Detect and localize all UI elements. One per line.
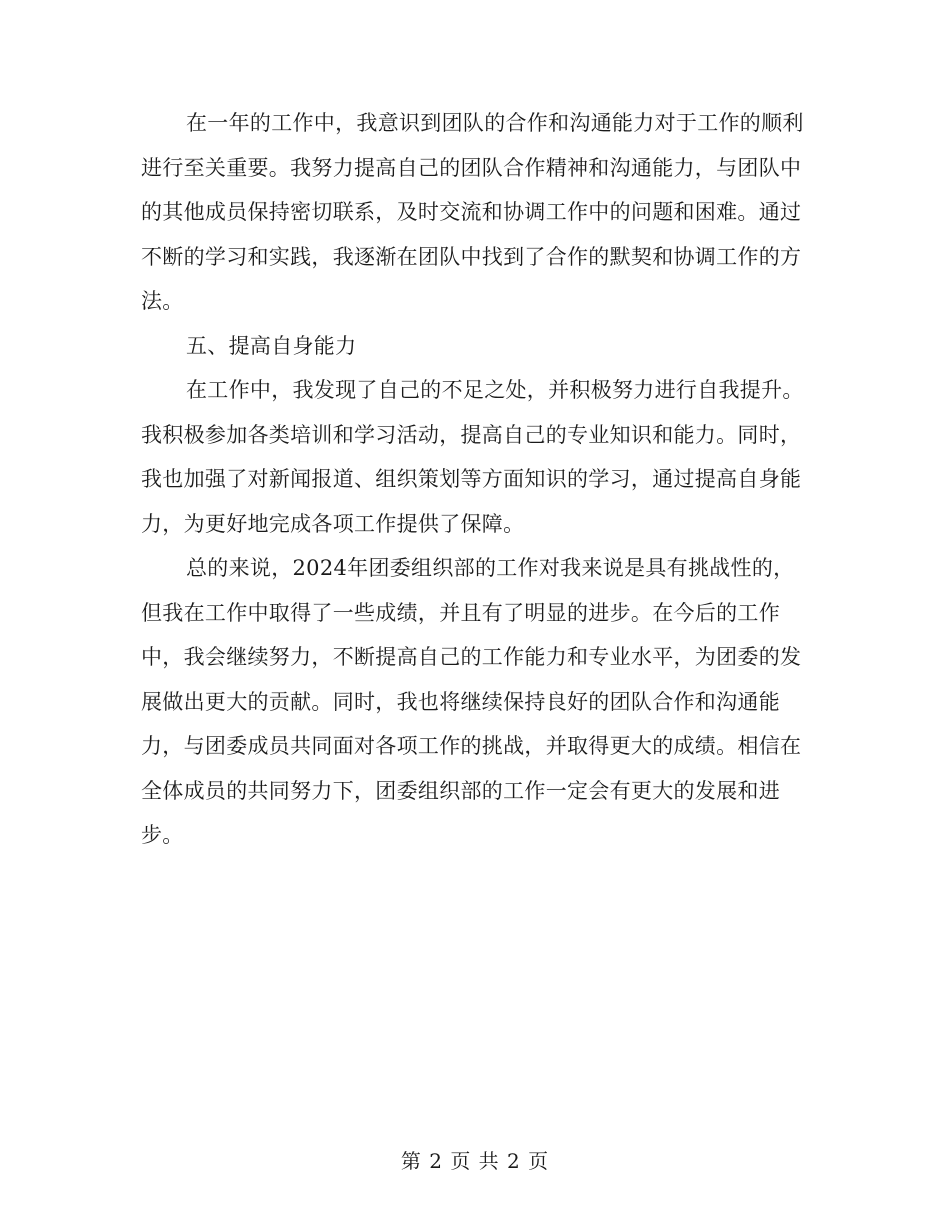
page-number-footer: 第 2 页 共 2 页: [400, 1149, 550, 1173]
paragraph-self-improvement: 在工作中，我发现了自己的不足之处，并积极努力进行自我提升。我积极参加各类培训和学习活动，提高自己的专业知识和能力。同时，我也加强了对新闻报道、组织策划等方面知识的学习，通过提高自身能力，为更好地完成各项工作提供了保障。: [141, 378, 804, 536]
document-body: [141, 101, 805, 858]
section-heading-self-improvement: 五、提高自身能力: [186, 333, 357, 358]
paragraph-teamwork: 在一年的工作中，我意识到团队的合作和沟通能力对于工作的顺利进行至关重要。我努力提高自己的团队合作精神和沟通能力，与团队中的其他成员保持密切联系，及时交流和协调工作中的问题和困难。通过不断的学习和实践，我逐渐在团队中找到了合作的默契和协调工作的方法。: [141, 111, 804, 313]
paragraph-summary: 总的来说，2024年团委组织部的工作对我来说是具有挑战性的，但我在工作中取得了一些成绩，并且有了明显的进步。在今后的工作中，我会继续努力，不断提高自己的工作能力和专业水平，为团委的发展做出更大的贡献。同时，我也将继续保持良好的团队合作和沟通能力，与团委成员共同面对各项工作的挑战，并取得更大的成绩。相信在全体成员的共同努力下，团委组织部的工作一定会有更大的发展和进步。: [141, 556, 802, 847]
